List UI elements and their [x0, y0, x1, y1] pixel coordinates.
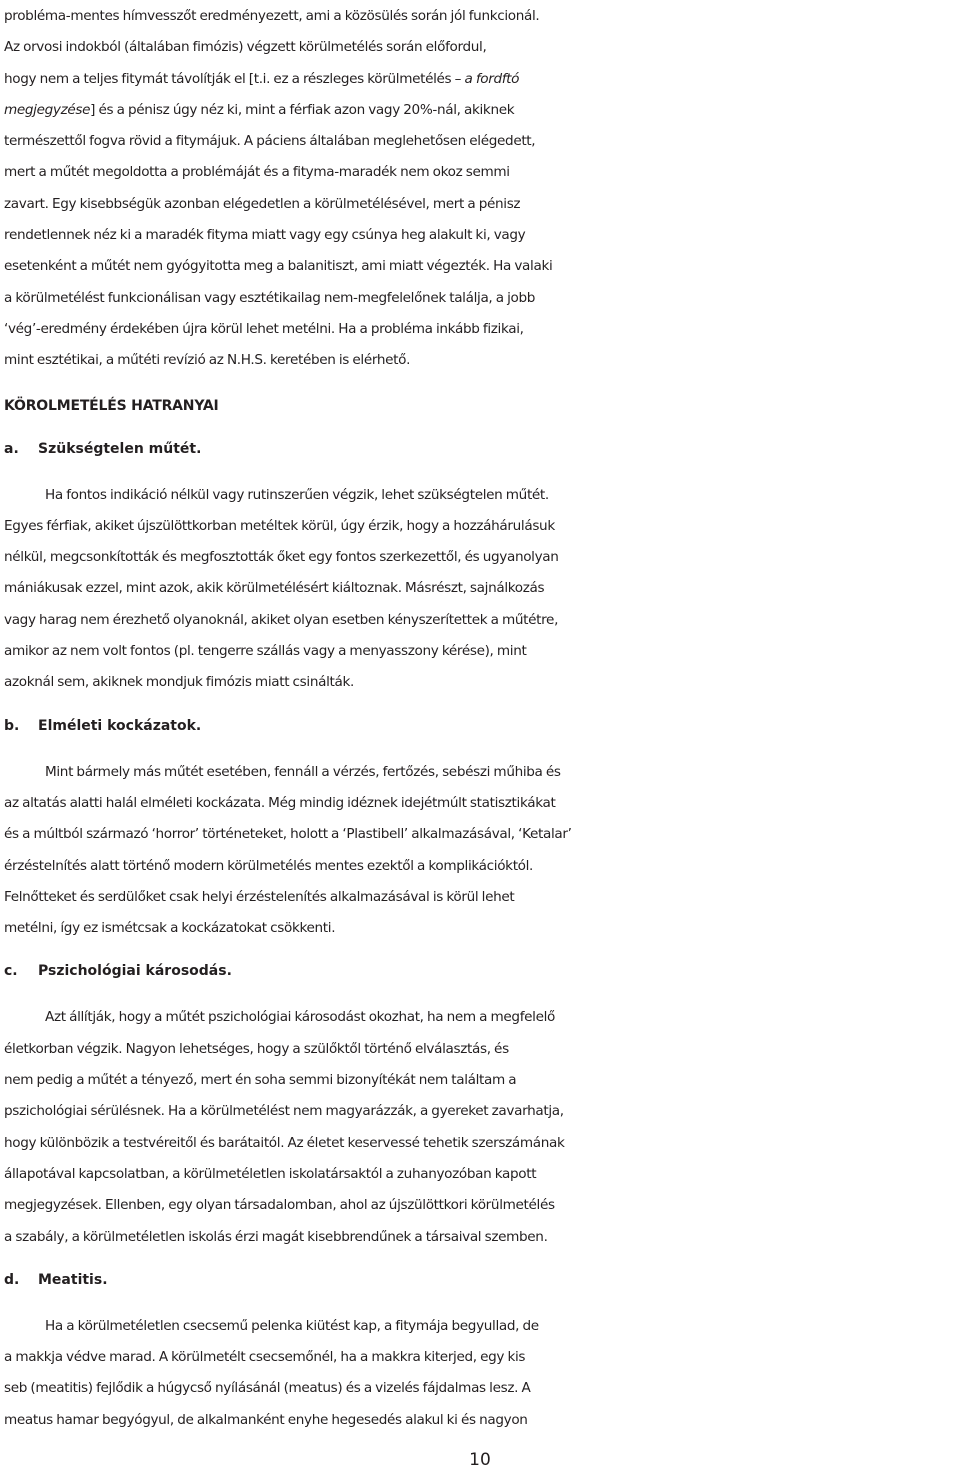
- section-a: [4, 434, 958, 699]
- section-title: Pszichológiai károsodás.: [38, 963, 232, 980]
- section-letter: b.: [4, 717, 20, 734]
- text-line: mint esztétikai, a műtéti revízió az N.H.S. keretében is elérhető.: [4, 352, 411, 369]
- text-line: megjegyzések. Ellenben, egy olyan társadalomban, ahol az újszülöttkori körülmetélés: [4, 1197, 555, 1214]
- text-line: Ha a körülmetéletlen csecsemű pelenka kiütést kap, a fitymája begyullad, de: [45, 1317, 539, 1334]
- text-line: a szabály, a körülmetéletlen iskolás érzi magát kisebbrendűnek a társaival szemben.: [4, 1228, 548, 1245]
- text-line: seb (meatitis) fejlődik a húgycső nyílásánál (meatus) és a vizelés fájdalmas lesz. A: [4, 1380, 531, 1397]
- text-line: a körülmetélést funkcionálisan vagy esztétikailag nem-megfelelőnek találja, a jobb: [4, 289, 536, 306]
- translator-note-italic: megjegyzése: [4, 101, 91, 118]
- section-heading: [4, 434, 958, 464]
- section-body: [4, 757, 958, 945]
- section-title: Meatitis.: [38, 1271, 108, 1288]
- section-heading: [4, 711, 958, 741]
- section-body: [4, 480, 958, 699]
- text-line: hogy különbözik a testvéreitől és barátaitól. Az életet keservessé tehetik szerszámának: [4, 1134, 565, 1151]
- text-line: [4, 64, 958, 95]
- section-body: [4, 1311, 958, 1436]
- text-line: Ha fontos indikáció nélkül vagy rutinszerűen végzik, lehet szükségtelen műtét.: [45, 486, 549, 503]
- text-line: metélni, így ez ismétcsak a kockázatokat csökkenti.: [4, 920, 336, 937]
- text-line: meatus hamar begyógyul, de alkalmanként enyhe hegesedés alakul ki és nagyon: [4, 1411, 528, 1428]
- text-line: vagy harag nem érezhető olyanoknál, akiket olyan esetben kényszerítettek a műtétre,: [4, 611, 559, 628]
- text-line: zavart. Egy kisebbségük azonban elégedetlen a körülmetélésével, mert a pénisz: [4, 195, 521, 212]
- section-letter: c.: [4, 963, 18, 980]
- text-line: Azt állítják, hogy a műtét pszichológiai károsodást okozhat, ha nem a megfelelő: [45, 1009, 555, 1026]
- text-line: nélkül, megcsonkították és megfosztották őket egy fontos szerkezettől, és ugyanolyan: [4, 549, 559, 566]
- section-letter: d.: [4, 1271, 20, 1288]
- text-line: [4, 95, 958, 126]
- text-line: a makkja védve marad. A körülmetélt csecsemőnél, ha a makkra kiterjed, egy kis: [4, 1349, 526, 1366]
- section-body: [4, 1002, 958, 1252]
- section-d: [4, 1265, 958, 1436]
- text-line: az altatás alatti halál elméleti kockázata. Még mindig idéznek idejétmúlt statisztikákat: [4, 794, 556, 811]
- text-line: állapotával kapcsolatban, a körülmetéletlen iskolatársaktól a zuhanyozóban kapott: [4, 1165, 537, 1182]
- main-heading: KÖROLMETÉLÉS HATRANYAI: [4, 397, 219, 414]
- text-line: és a múltból származó ‘horror’ történeteket, holott a ‘Plastibell’ alkalmazásával, ‘Ketalar’: [4, 826, 572, 843]
- section-heading: [4, 1265, 958, 1295]
- section-b: [4, 711, 958, 945]
- text-line: amikor az nem volt fontos (pl. tengerre szállás vagy a menyasszony kérése), mint: [4, 643, 527, 660]
- text-line: pszichológiai sérülésnek. Ha a körülmetélést nem magyarázzák, a gyereket zavarhatja,: [4, 1103, 564, 1120]
- text-segment: hogy nem a teljes fitymát távolítják el [t.i. ez a részleges körülmetélés –: [4, 70, 465, 87]
- text-line: rendetlennek néz ki a maradék fityma miatt vagy egy csúnya heg alakult ki, vagy: [4, 227, 526, 244]
- section-title: Elméleti kockázatok.: [38, 717, 202, 734]
- text-line: Az orvosi indokból (általában fimózis) végzett körülmetélés során előfordul,: [4, 39, 487, 56]
- section-c: [4, 956, 958, 1252]
- text-line: mániákusak ezzel, mint azok, akik körülmetélésért kiáltoznak. Másrészt, sajnálkozás: [4, 580, 545, 597]
- text-line: Egyes férfiak, akiket újszülöttkorban metéltek körül, úgy érzik, hogy a hozzáhárulásuk: [4, 517, 555, 534]
- text-line: érzéstelnítés alatt történő modern körülmetélés mentes ezektől a komplikációktól.: [4, 857, 534, 874]
- page-number: 10: [469, 1450, 491, 1470]
- text-line: életkorban végzik. Nagyon lehetséges, hogy a szülőktől történő elválasztás, és: [4, 1040, 509, 1057]
- text-line: azoknál sem, akiknek mondjuk fimózis miatt csinálták.: [4, 674, 354, 691]
- text-line: mert a műtét megoldotta a problémáját és a fityma-maradék nem okoz semmi: [4, 164, 510, 181]
- text-line: Felnőtteket és serdülőket csak helyi érzéstelenítés alkalmazásával is körül lehet: [4, 888, 515, 905]
- text-line: probléma-mentes hímvesszőt eredményezett, ami a közösülés során jól funkcionál.: [4, 8, 540, 24]
- text-segment: ] és a pénisz úgy néz ki, mint a férfiak azon vagy 20%-nál, akiknek: [90, 101, 515, 118]
- text-line: ‘vég’-eredmény érdekében újra körül lehet metélni. Ha a probléma inkább fizikai,: [4, 320, 524, 337]
- section-heading: [4, 956, 958, 986]
- section-title: Szükségtelen műtét.: [38, 440, 202, 457]
- section-letter: a.: [4, 440, 19, 457]
- text-line: nem pedig a műtét a tényező, mert én soha semmi bizonyítékát nem találtam a: [4, 1072, 517, 1089]
- translator-note-italic: a fordftó: [464, 70, 520, 87]
- text-line: esetenként a műtét nem gyógyitotta meg a balanitiszt, ami miatt végezték. Ha valaki: [4, 258, 553, 275]
- text-line: természettől fogva rövid a fitymájuk. A páciens általában meglehetősen elégedett,: [4, 133, 536, 150]
- document-page: [4, 0, 958, 1436]
- text-line: Mint bármely más műtét esetében, fennáll a vérzés, fertőzés, sebészi műhiba és: [45, 763, 561, 780]
- opening-paragraph: [4, 1, 958, 377]
